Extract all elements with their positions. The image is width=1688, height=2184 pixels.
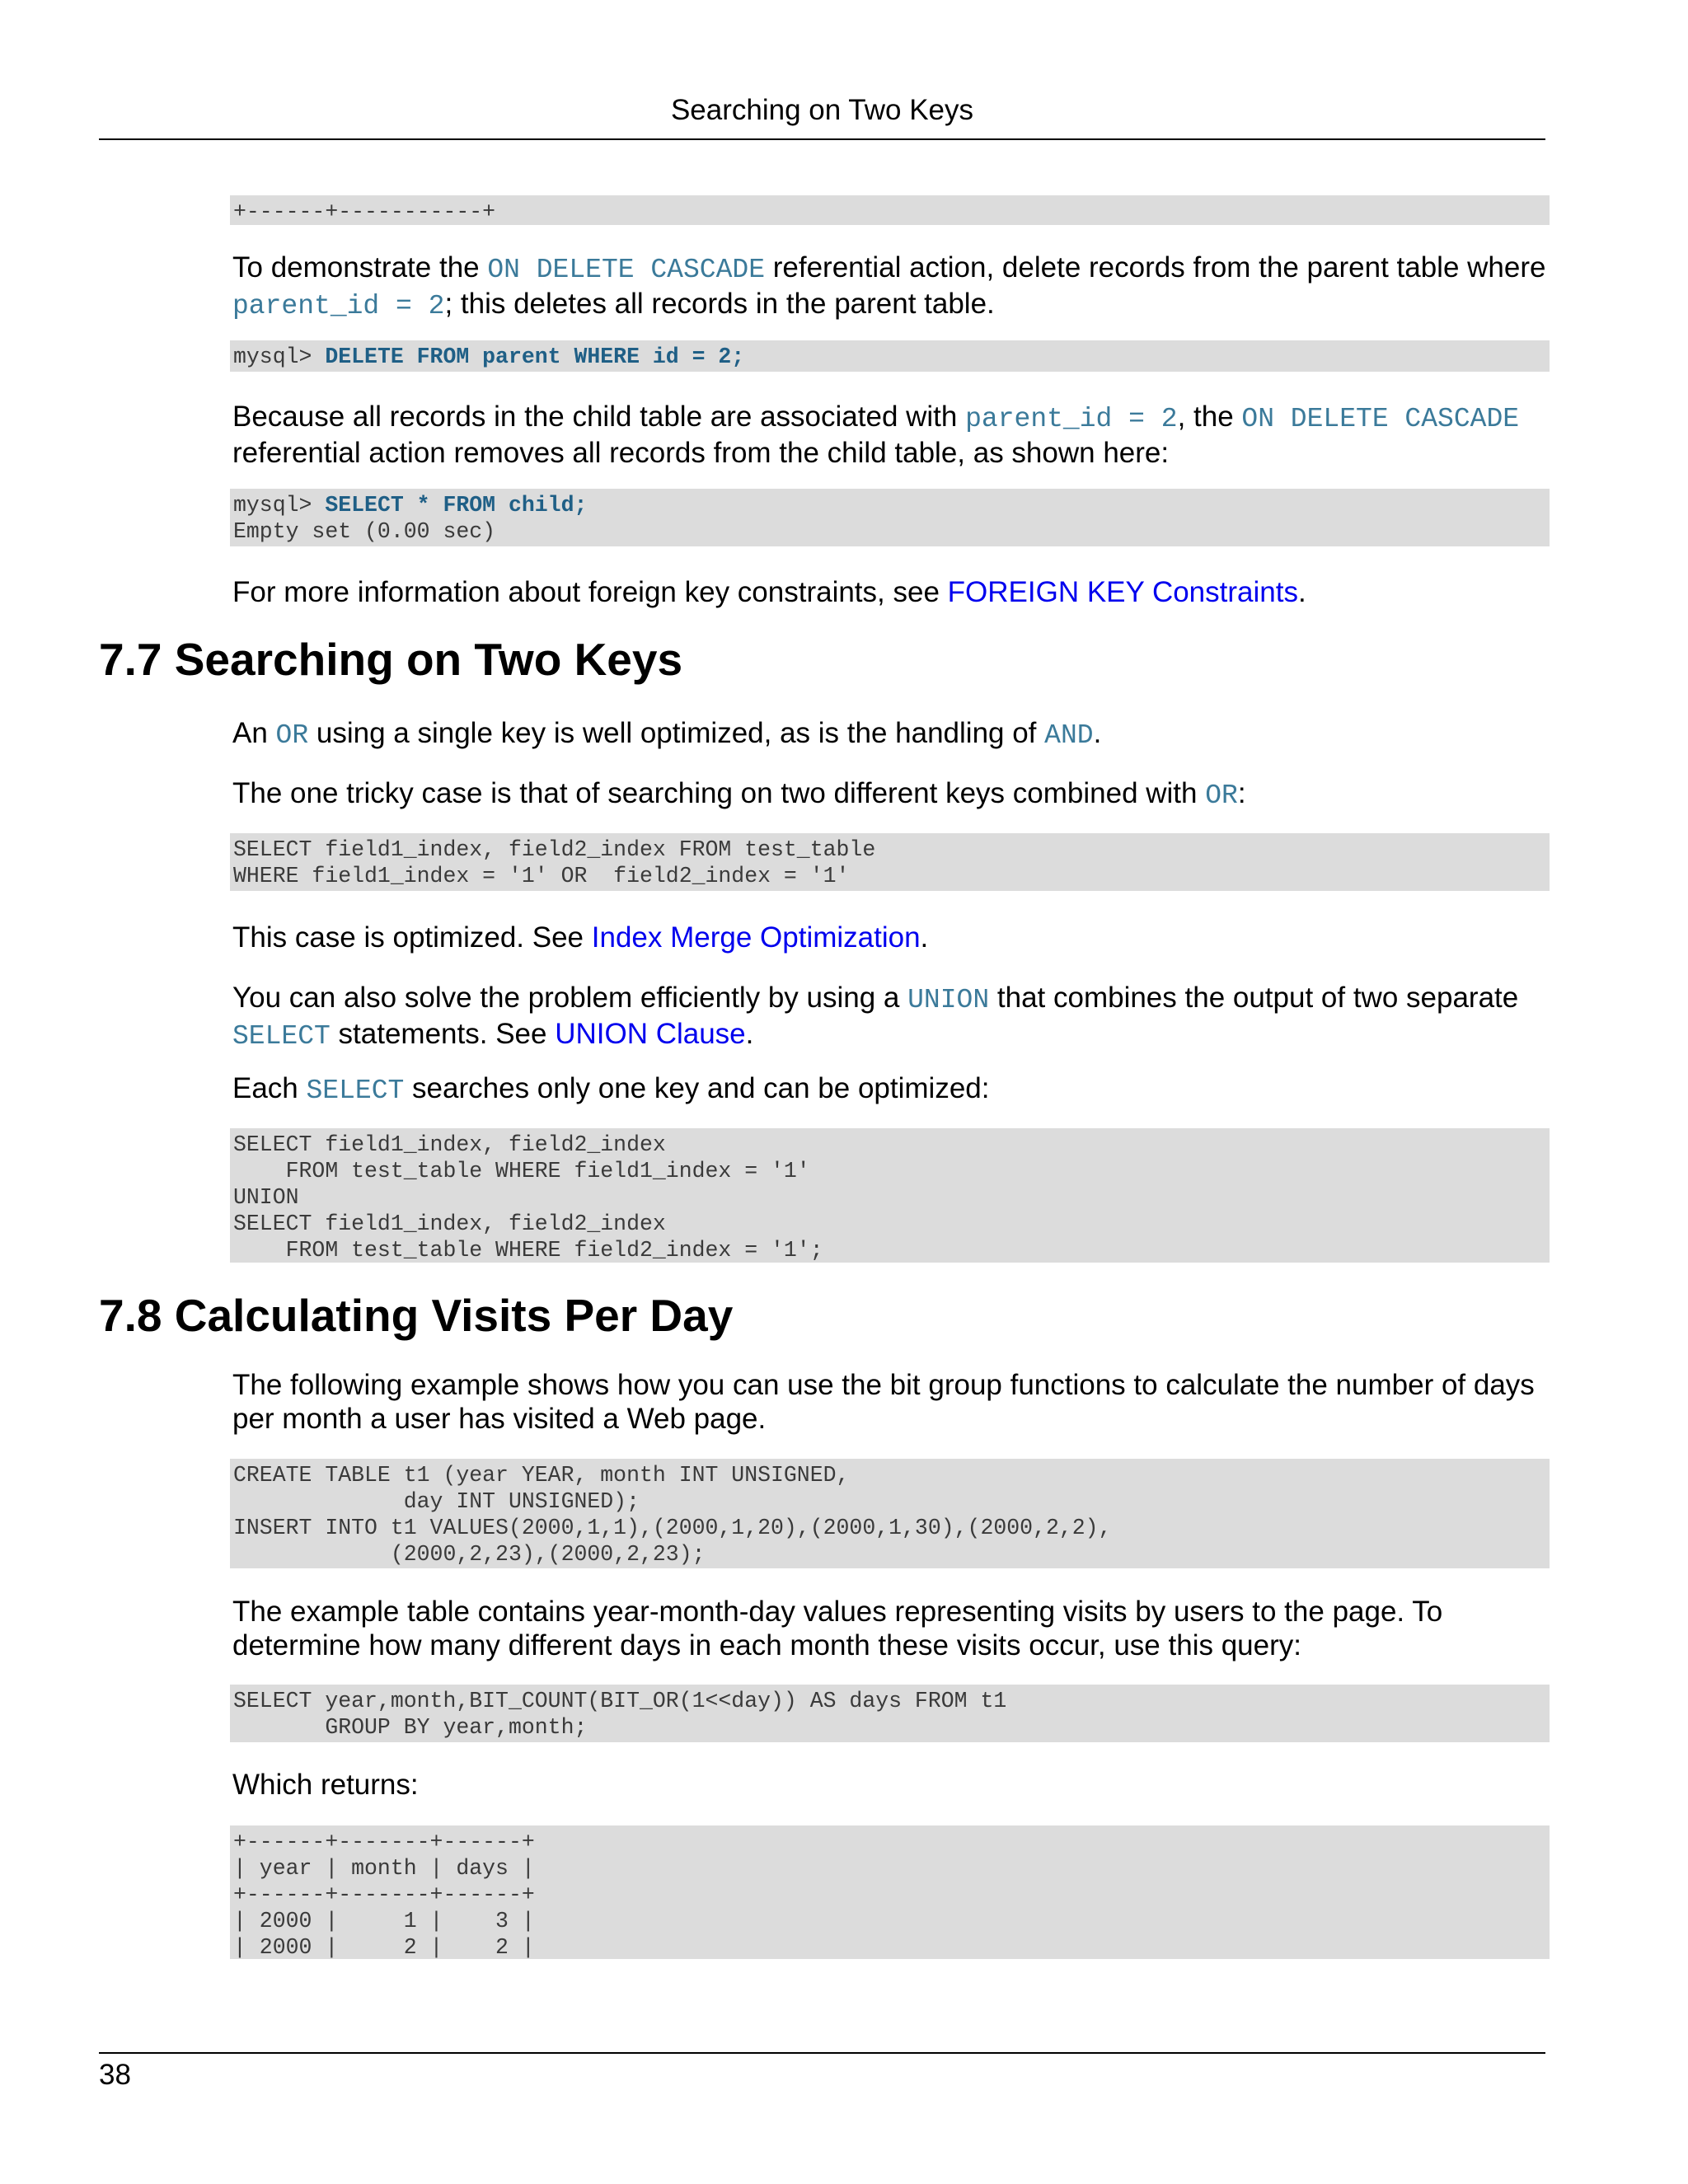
mysql-prompt: mysql> (233, 344, 326, 369)
code-block-create-table: CREATE TABLE t1 (year YEAR, month INT UNSIGNED, day INT UNSIGNED); INSERT INTO t1 VALUES(2000,1,1),(2000,1,20),(2000,1,30),(2000,2,2), (2000,2,23),(2000,2,23); (230, 1459, 1550, 1568)
code-block-table-border: +------+-----------+ (230, 195, 1550, 225)
text-span: Because all records in the child table are associated with (232, 401, 966, 433)
code-block-delete (230, 340, 1550, 372)
paragraph-example-table: The example table contains year-month-day values representing visits by users to the page. To determine how many different days in each month these visits occur, use this query: (232, 1596, 1443, 1661)
paragraph-each-select (232, 1071, 1551, 1108)
code-block-union-query: SELECT field1_index, field2_index FROM test_table WHERE field1_index = '1' UNION SELECT field1_index, field2_index FROM test_table WHERE field2_index = '1'; (230, 1128, 1550, 1263)
text-span: ; this deletes all records in the parent table. (444, 288, 995, 320)
code-block-or-query: SELECT field1_index, field2_index FROM test_table WHERE field1_index = '1' OR field2_index = '1' (230, 833, 1550, 891)
text-span: . (1297, 576, 1306, 608)
text-span: searches only one key and can be optimized: (404, 1072, 990, 1104)
link-union-clause[interactable]: UNION Clause (555, 1018, 746, 1050)
text-span: referential action, delete records from the parent table where (765, 251, 1546, 284)
mysql-prompt: mysql> (233, 493, 326, 518)
text-span: using a single key is well optimized, as is the handling of (308, 717, 1045, 749)
code-block-select-child (230, 489, 1550, 546)
text-span: : (1237, 777, 1246, 809)
running-header: Searching on Two Keys (99, 92, 1545, 140)
inline-code: OR (275, 720, 309, 751)
text-span: An (232, 717, 276, 749)
text-span: For more information about foreign key constraints, see (232, 576, 948, 608)
paragraph-union (232, 981, 1551, 1053)
text-span: This case is optimized. See (232, 921, 592, 954)
inline-code: SELECT (306, 1076, 405, 1106)
inline-code: SELECT (232, 1021, 331, 1052)
paragraph-case-optimized (232, 921, 1551, 954)
paragraph-bit-group: The following example shows how you can use the bit group functions to calculate the number of days per month a user has visited a Web page. (232, 1369, 1535, 1435)
paragraph-which-returns: Which returns: (232, 1769, 419, 1801)
section-heading-7-8: 7.8 Calculating Visits Per Day (99, 1290, 734, 1341)
paragraph-because (232, 400, 1551, 470)
text-span: . (745, 1018, 754, 1050)
text-span: You can also solve the problem efficiently by using a (232, 982, 908, 1014)
section-heading-7-7: 7.7 Searching on Two Keys (99, 634, 683, 685)
sql-command: SELECT * FROM child; (325, 493, 588, 518)
sql-output: Empty set (0.00 sec) (233, 519, 496, 544)
text-span: that combines the output of two separate (989, 982, 1519, 1014)
text-span: The one tricky case is that of searching on two different keys combined with (232, 777, 1206, 809)
inline-code: ON DELETE CASCADE (487, 255, 765, 285)
paragraph-or-optimized (232, 716, 1551, 752)
inline-code: parent_id = 2 (965, 404, 1178, 434)
link-index-merge-optimization[interactable]: Index Merge Optimization (591, 921, 921, 954)
sql-command: DELETE FROM parent WHERE id = 2; (325, 344, 745, 369)
code-block-result-table: +------+-------+------+ | year | month | days | +------+-------+------+ | 2000 | 1 | 3 | | 2000 | 2 | 2 | (230, 1825, 1550, 1959)
inline-code: AND (1044, 720, 1094, 751)
text-span: statements. See (330, 1018, 556, 1050)
footer-rule (99, 2052, 1545, 2054)
paragraph-tricky-case (232, 776, 1551, 813)
text-span: . (920, 921, 929, 954)
text-span: , the (1177, 401, 1242, 433)
text-span: referential action removes all records from the child table, as shown here: (232, 437, 1170, 469)
page-number: 38 (99, 2059, 131, 2091)
text-span: Each (232, 1072, 307, 1104)
inline-code: UNION (907, 985, 990, 1015)
paragraph-cascade-intro (232, 251, 1551, 323)
inline-code: parent_id = 2 (232, 291, 445, 321)
inline-code: ON DELETE CASCADE (1241, 404, 1520, 434)
text-span: To demonstrate the (232, 251, 488, 284)
text-span: . (1093, 717, 1102, 749)
paragraph-more-info (232, 575, 1551, 609)
link-foreign-key-constraints[interactable]: FOREIGN KEY Constraints (947, 576, 1298, 608)
inline-code: OR (1205, 780, 1238, 811)
code-block-bitcount-query: SELECT year,month,BIT_COUNT(BIT_OR(1<<day)) AS days FROM t1 GROUP BY year,month; (230, 1685, 1550, 1742)
